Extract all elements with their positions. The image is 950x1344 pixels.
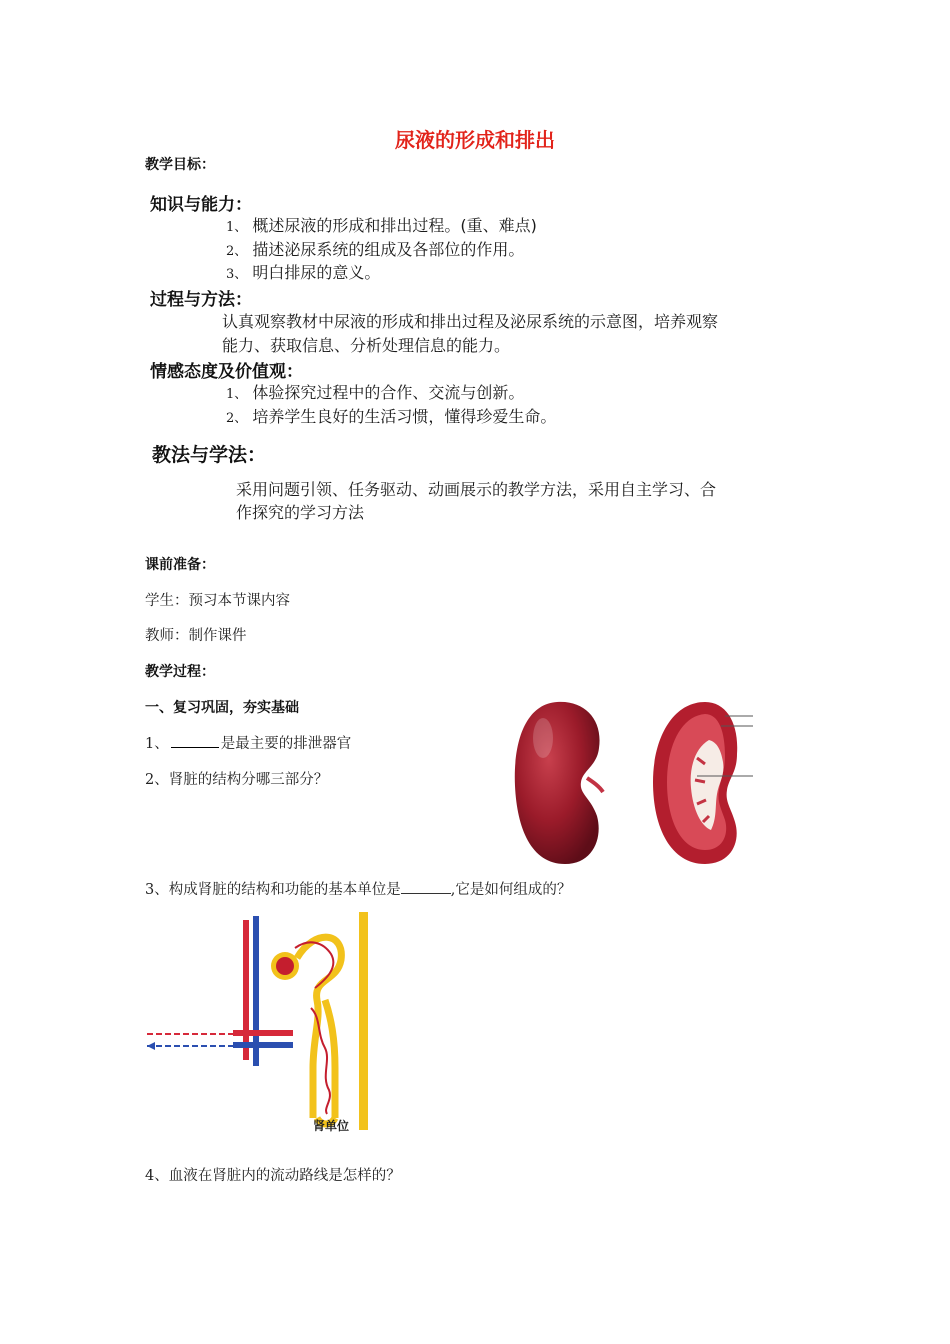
item-text: 概述尿液的形成和排出过程。(重、难点) bbox=[252, 216, 537, 235]
item-text: 明白排尿的意义。 bbox=[252, 263, 381, 282]
question-text: ,它是如何组成的？ bbox=[450, 882, 572, 898]
nephron-label: 肾单位 bbox=[313, 1119, 350, 1133]
process-line: 认真观察教材中尿液的形成和排出过程及泌尿系统的示意图，培养观察 bbox=[222, 312, 719, 331]
item-text: 培养学生良好的生活习惯，懂得珍爱生命。 bbox=[252, 407, 557, 426]
item-text: 体验探究过程中的合作、交流与创新。 bbox=[252, 383, 525, 402]
kidney-external-image bbox=[505, 698, 610, 868]
knowledge-heading: 知识与能力： bbox=[150, 195, 252, 215]
answer-blank[interactable] bbox=[401, 881, 451, 894]
process-heading: 过程与方法： bbox=[150, 290, 252, 310]
nephron-diagram bbox=[145, 908, 385, 1148]
question-2: 2、肾脏的结构分哪三部分？ bbox=[145, 772, 329, 788]
question-text: 3、构成肾脏的结构和功能的基本单位是 bbox=[145, 882, 401, 898]
item-text: 描述泌尿系统的组成及各部位的作用。 bbox=[252, 240, 525, 259]
knowledge-item bbox=[226, 260, 380, 283]
question-1 bbox=[145, 732, 351, 753]
prep-heading: 课前准备： bbox=[145, 557, 215, 573]
item-number: 1、 bbox=[226, 220, 248, 235]
question-number: 1、 bbox=[145, 736, 169, 752]
process-line: 能力、获取信息、分析处理信息的能力。 bbox=[222, 336, 511, 355]
emotion-item bbox=[226, 380, 524, 403]
knowledge-item bbox=[226, 237, 524, 260]
item-number: 2、 bbox=[226, 411, 248, 426]
prep-teacher: 教师：制作课件 bbox=[145, 628, 247, 644]
question-3 bbox=[145, 878, 571, 899]
item-number: 3、 bbox=[226, 267, 248, 282]
methods-heading: 教法与学法： bbox=[152, 444, 267, 466]
methods-line: 作探究的学习方法 bbox=[236, 503, 365, 522]
emotion-heading: 情感态度及价值观： bbox=[150, 362, 303, 382]
emotion-item bbox=[226, 404, 556, 427]
methods-line: 采用问题引领、任务驱动、动画展示的教学方法，采用自主学习、合 bbox=[236, 480, 717, 499]
goals-heading: 教学目标： bbox=[145, 157, 215, 173]
page-title: 尿液的形成和排出 bbox=[395, 128, 555, 152]
kidney-section-image bbox=[645, 698, 760, 868]
question-4: 4、血液在肾脏内的流动路线是怎样的？ bbox=[145, 1168, 401, 1184]
question-text: 是最主要的排泄器官 bbox=[220, 736, 352, 752]
answer-blank[interactable] bbox=[171, 735, 219, 748]
section-heading: 一、复习巩固，夯实基础 bbox=[145, 700, 299, 716]
knowledge-item bbox=[226, 213, 537, 236]
item-number: 2、 bbox=[226, 244, 248, 259]
prep-student: 学生：预习本节课内容 bbox=[145, 593, 290, 609]
item-number: 1、 bbox=[226, 387, 248, 402]
procedure-heading: 教学过程： bbox=[145, 664, 215, 680]
